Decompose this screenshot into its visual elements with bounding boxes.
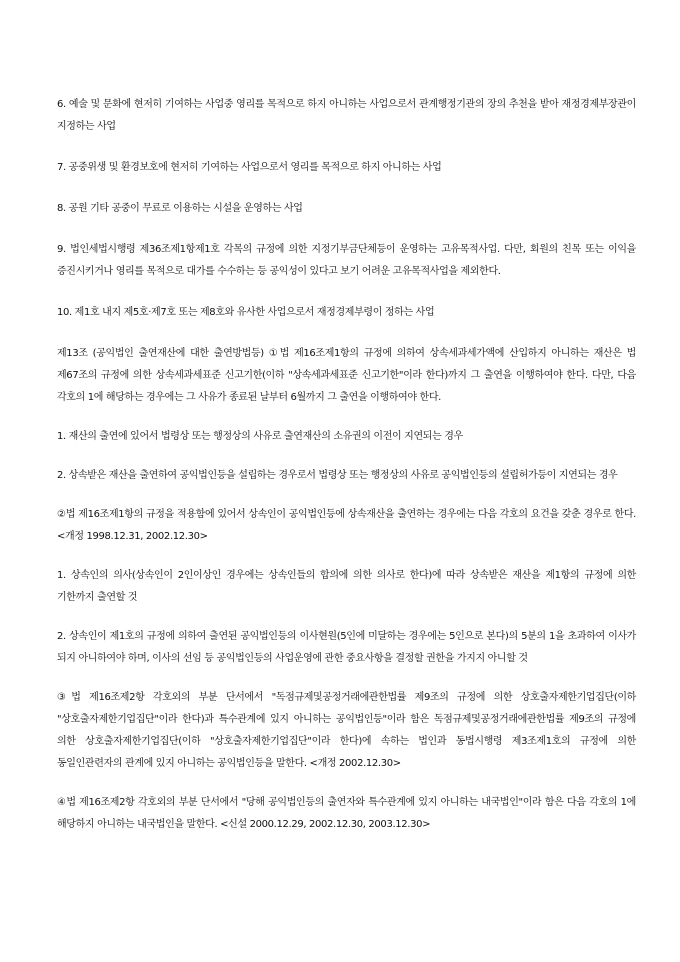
- clause-2-paragraph: ②법 제16조제1항의 규정을 적용함에 있어서 상속인이 공익법인등에 상속재산을 출연하는 경우에는 다음 각호의 요건을 갖춘 경우로 한다. <개정 1998.12.31, 2002.12.30>: [57, 509, 636, 542]
- item-7-paragraph: 7. 공중위생 및 환경보호에 현저히 기여하는 사업으로서 영리를 목적으로 하지 아니하는 사업: [57, 162, 442, 173]
- item-8-paragraph: 8. 공원 기타 공중이 무료로 이용하는 시설을 운영하는 사업: [57, 203, 303, 214]
- clause-1-2-paragraph: 2. 상속받은 재산을 출연하여 공익법인등을 설립하는 경우로서 법령상 또는 행정상의 사유로 공익법인등의 설립허가등이 지연되는 경우: [57, 470, 618, 481]
- clause-4-paragraph: ④법 제16조제2항 각호외의 부분 단서에서 "당해 공익법인등의 출연자와 특수관계에 있지 아니하는 내국법인"이라 함은 다음 각호의 1에 해당하지 아니하는 내국법인을 말한다. <신설 2000.12.29, 2002.12.30, 2003.12.30>: [57, 797, 636, 830]
- item-6-paragraph: 6. 예술 및 문화에 현저히 기여하는 사업중 영리를 목적으로 하지 아니하는 사업으로서 관계행정기관의 장의 추천을 받아 재정경제부장관이 지정하는 사업: [57, 99, 636, 132]
- clause-2-2-paragraph: 2. 상속인이 제1호의 규정에 의하여 출연된 공익법인등의 이사현원(5인에 미달하는 경우에는 5인으로 본다)의 5분의 1을 초과하여 이사가 되지 아니하여야 하며, 이사의 선임 등 공익법인등의 사업운영에 관한 중요사항을 결정할 권한을 가지지 아니할 것: [57, 631, 636, 664]
- item-9-paragraph: 9. 법인세법시행령 제36조제1항제1호 각목의 규정에 의한 지정기부금단체등이 운영하는 고유목적사업. 다만, 회원의 친목 또는 이익을 증진시키거나 영리를 목적으로 대가를 수수하는 등 공익성이 있다고 보기 어려운 고유목적사업을 제외한다.: [57, 244, 636, 277]
- article-13-paragraph: 제13조 (공익법인 출연재산에 대한 출연방법등) ①법 제16조제1항의 규정에 의하여 상속세과세가액에 산입하지 아니하는 재산은 법 제67조의 규정에 의한 상속세과세표준 신고기한(이하 "상속세과세표준 신고기한"이라 한다)까지 그 출연을 이행하여야 한다. 다만, 다음 각호의 1에 해당하는 경우에는 그 사유가 종료된 날부터 6월까지 그 출연을 이행하여야 한다.: [57, 348, 636, 403]
- item-10-paragraph: 10. 제1호 내지 제5호·제7호 또는 제8호와 유사한 사업으로서 재정경제부령이 정하는 사업: [57, 307, 435, 318]
- clause-1-1-paragraph: 1. 재산의 출연에 있어서 법령상 또는 행정상의 사유로 출연재산의 소유권의 이전이 지연되는 경우: [57, 431, 463, 442]
- clause-3-paragraph: ③법 제16조제2항 각호외의 부분 단서에서 "독점규제및공정거래에관한법률 제9조의 규정에 의한 상호출자제한기업집단(이하 "상호출자제한기업집단"이라 한다)과 특수관계에 있지 아니하는 공익법인등"이라 함은 독점규제및공정거래에관한법률 제9조의 규정에 의한 상호출자제한기업집단(이하 "상호출자제한기업집단"이라 한다)에 속하는 법인과 동법시행령 제3조제1호의 규정에 의한 동일인관련자의 관계에 있지 아니하는 공익법인등을 말한다. <개정 2002.12.30>: [57, 692, 636, 769]
- clause-2-1-paragraph: 1. 상속인의 의사(상속인이 2인이상인 경우에는 상속인들의 합의에 의한 의사로 한다)에 따라 상속받은 재산을 제1항의 규정에 의한 기한까지 출연할 것: [57, 570, 636, 603]
